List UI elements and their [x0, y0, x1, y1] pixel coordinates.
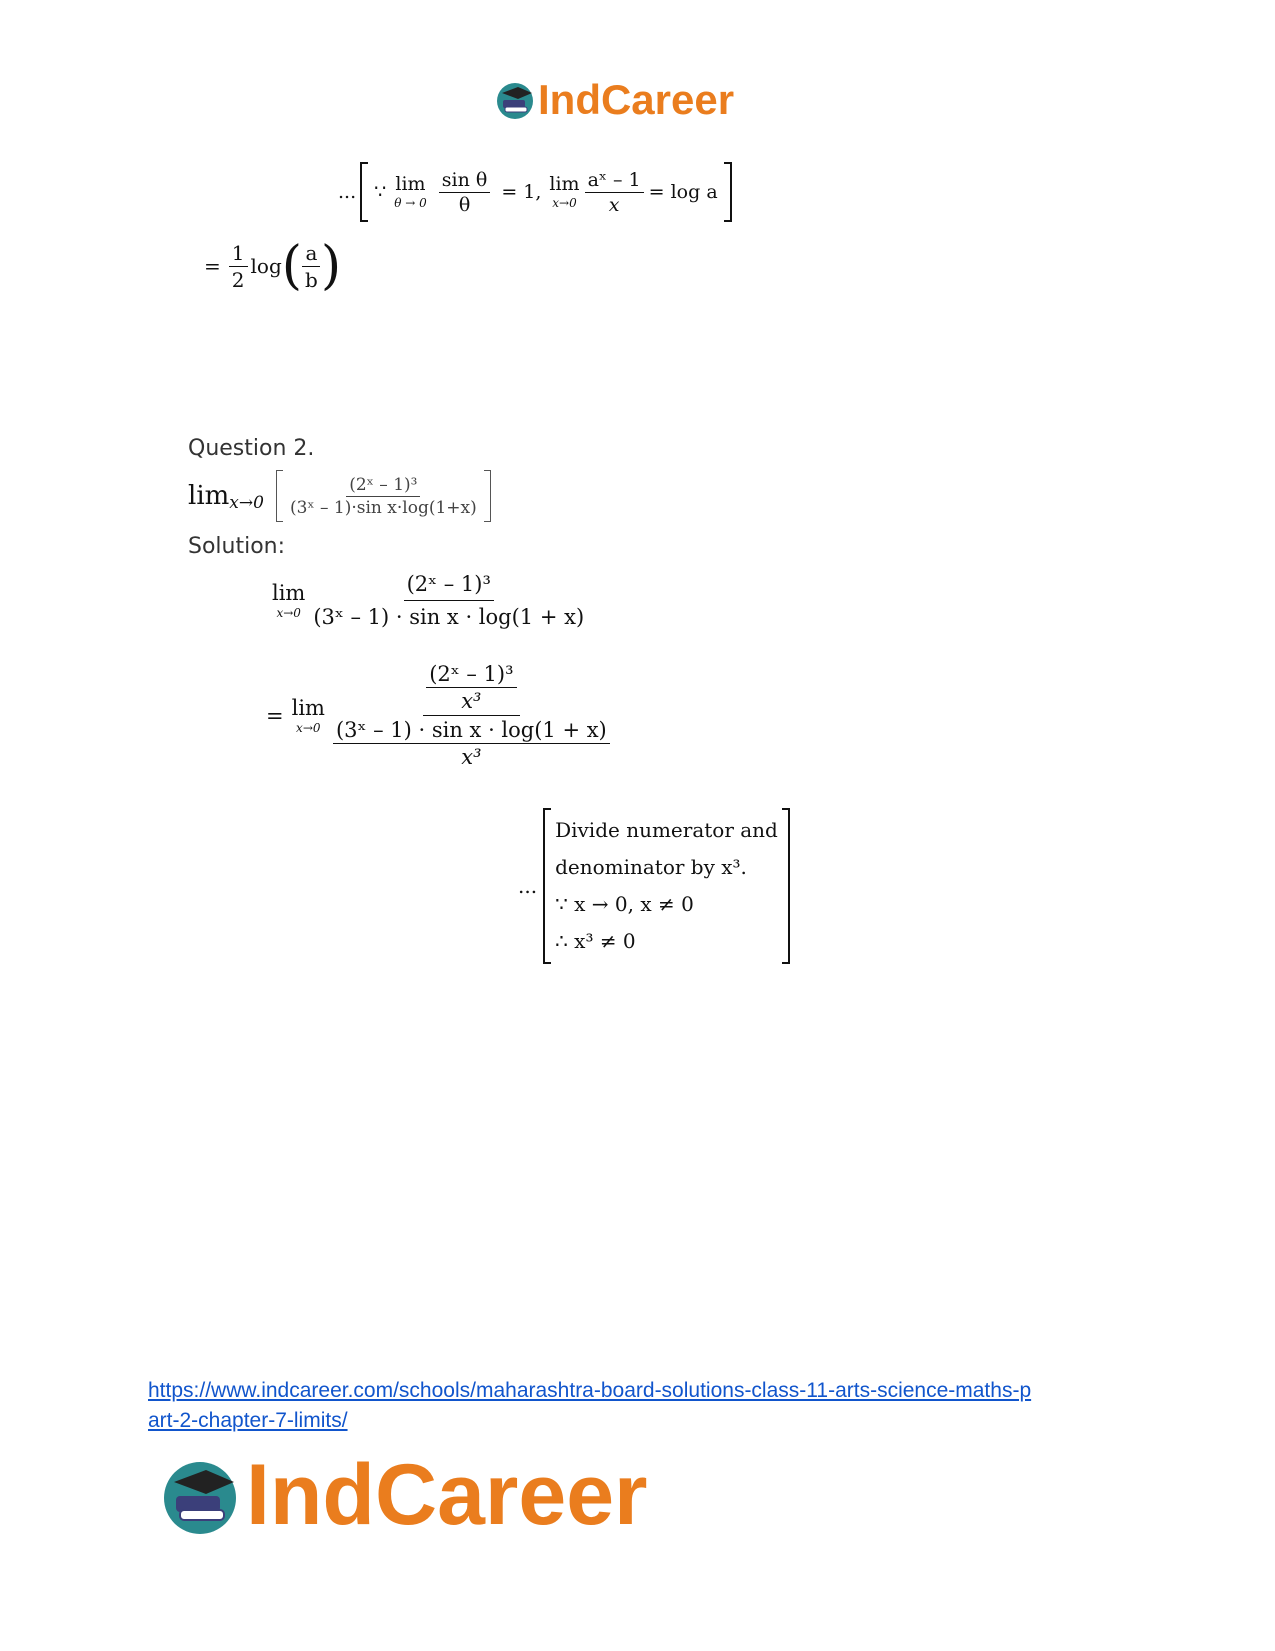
limit-operator: lim — [188, 481, 230, 511]
previous-result: = $\frac{1}{2}$ log ( $\frac{a}{b}$ ) — [204, 236, 342, 296]
limit-operator: lim x→0 — [272, 580, 306, 620]
limit-operator: lim θ → 0 — [394, 173, 427, 210]
note-bracket-box — [543, 808, 790, 964]
note-line: denominator by x³. — [555, 855, 747, 879]
footer-url-link[interactable]: https://www.indcareer.com/schools/maharashtra-board-solutions-class-11-arts-science-maths-p art-2-chapter-7-limits/ — [148, 1379, 1032, 1432]
fraction-one-half: $\frac{1}{2}$ — [229, 241, 248, 292]
note-line: Divide numerator and — [555, 818, 778, 842]
question-label: Question 2. — [188, 436, 315, 461]
right-bracket — [484, 470, 491, 522]
question-expression — [188, 470, 491, 522]
equals-log-a: = log a — [648, 181, 718, 203]
equals-sign: = — [204, 254, 221, 278]
fraction-sin-theta: $\frac{\text{sin θ}}{\theta}$ — [439, 169, 491, 216]
solution-step-1 — [272, 572, 590, 629]
graduation-cap-globe-icon — [158, 1454, 242, 1538]
equals-sign: = — [266, 703, 284, 728]
limit-subscript: x→0 — [229, 493, 264, 513]
step-1-fraction: $\frac{\text{(2ˣ – 1)³}}{\text{(3ˣ – 1) · sin x · log(1 + x)}}$ — [313, 572, 585, 629]
solution-step-2 — [266, 662, 616, 769]
graduation-cap-globe-icon — [494, 79, 536, 121]
footer-link-block — [148, 1376, 1148, 1436]
footer-logo-text: IndCareer — [246, 1447, 648, 1543]
left-bracket — [276, 470, 283, 522]
ellipsis: ... — [338, 181, 357, 203]
header-logo-text: IndCareer — [538, 76, 735, 123]
ellipsis: ... — [518, 874, 538, 898]
step-2-compound-fraction — [330, 662, 613, 769]
note-line: ∵ x → 0, x ≠ 0 — [555, 892, 694, 916]
limit-operator: lim x→0 — [549, 173, 580, 210]
note-line: ∴ x³ ≠ 0 — [555, 929, 636, 953]
fraction-a-over-b: $\frac{a}{b}$ — [302, 241, 321, 292]
left-bracket — [360, 162, 368, 222]
step-2-denominator-fraction: $\frac{\text{(3ˣ – 1) · sin x · log(1 + x)}}{\text{x³}}$ — [333, 718, 610, 769]
limit-identities-note — [338, 162, 732, 222]
because-symbol: ∵ — [374, 181, 387, 203]
limit-operator: lim x→0 — [291, 695, 325, 735]
right-bracket — [724, 162, 732, 222]
question-fraction: $\frac{\text{(2ˣ – 1)³}}{\text{(3ˣ – 1)·sin x·log(1+x)}}$ — [289, 474, 477, 518]
solution-label: Solution: — [188, 534, 286, 559]
header-logo — [494, 76, 734, 124]
footer-logo — [158, 1446, 648, 1545]
divide-note — [518, 808, 790, 964]
step-2-numerator-fraction: $\frac{\text{(2ˣ – 1)³}}{\text{x³}}$ — [426, 662, 516, 713]
equals-one: = 1, — [501, 181, 542, 203]
log-text: log — [250, 254, 282, 278]
fraction-a-power-x: $\frac{\text{aˣ – 1}}{x}$ — [585, 169, 644, 216]
